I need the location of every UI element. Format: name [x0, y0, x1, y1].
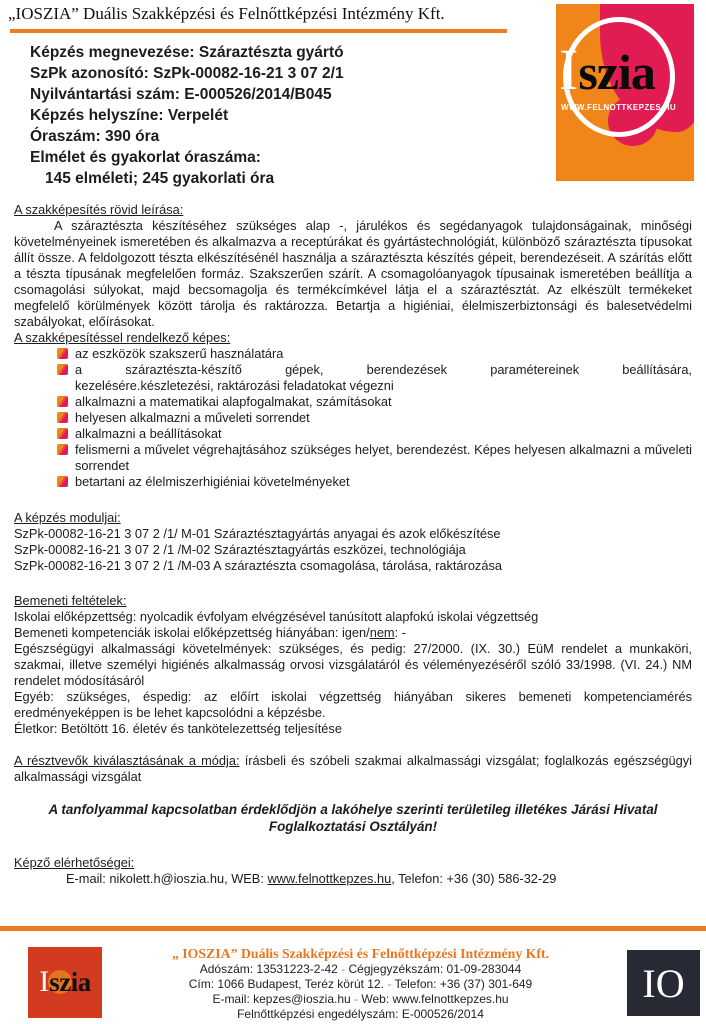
list-item-text: az eszközök szakszerű használatára: [75, 346, 284, 361]
footer-logo-letter-i: I: [39, 965, 50, 998]
hours-split-values: 145 elméleti; 245 gyakorlati óra: [45, 170, 275, 187]
footer-logo-wordmark: [28, 965, 102, 1004]
document-body: [14, 202, 692, 887]
footer-ioszia-logo: [28, 947, 102, 1018]
section-heading-competences: A szakképesítéssel rendelkező képes:: [14, 330, 231, 345]
section-heading-description: A szakképesítés rövid leírása:: [14, 202, 184, 217]
module-line: SzPk-00082-16-21 3 07 2 /1 /M-02 Száraztésztagyártás eszközei, technológiája: [14, 542, 466, 557]
list-item: [14, 426, 692, 442]
list-item: [14, 394, 692, 410]
ioszia-bullet-icon: [57, 348, 68, 359]
ioszia-bullet-icon: [57, 412, 68, 423]
footer-separator: -: [387, 977, 392, 991]
footer: [0, 926, 706, 1024]
footer-io-logo: [627, 950, 700, 1016]
entry-schooling-line: Iskolai előképzettség: nyolcadik évfolyam elvégzésével tanúsított alapfokú iskolai végzettség: [14, 609, 539, 624]
footer-license: Felnőttképzési engedélyszám: E-000526/2014: [237, 1007, 484, 1021]
list-item-text: betartani az élelmiszerhigiéniai követelményeket: [75, 474, 350, 489]
footer-company-reg: Cégjegyzékszám: 01-09-283044: [348, 962, 522, 976]
szpk-id: SzPk azonosító: SzPk-00082-16-21 3 07 2/1: [30, 65, 344, 82]
entry-competence-nem: nem: [369, 625, 395, 640]
contact-email-text: E-mail: nikolett.h@ioszia.hu, WEB:: [66, 871, 268, 886]
ioszia-logo: [556, 4, 694, 181]
contact-phone-text: , Telefon: +36 (30) 586-32-29: [391, 871, 557, 886]
document-title: „IOSZIA” Duális Szakképzési és Felnőttképzési Intézmény Kft.: [8, 4, 445, 23]
list-item-text: a száraztészta-készítő gépek, berendezések paramétereinek beállítására,: [75, 362, 692, 377]
list-item: [14, 442, 692, 474]
contact-line: [14, 871, 692, 887]
web-link[interactable]: www.felnottkepzes.hu: [267, 871, 392, 886]
logo-letter-i: I: [559, 37, 579, 102]
office-notice: A tanfolyammal kapcsolatban érdeklődjön a lakóhelye szerinti területileg illetékes Járási Hivatal Foglalkoztatási Osztályán!: [48, 802, 658, 834]
footer-row-email: [110, 992, 611, 1007]
hours-total: Óraszám: 390 óra: [30, 128, 160, 145]
ioszia-bullet-icon: [57, 396, 68, 407]
list-item: [14, 474, 692, 490]
footer-logo-letters-szia: szia: [49, 967, 91, 997]
list-item-text: kezelésére.készletezési, raktározási feladatokat végezni: [75, 378, 394, 393]
selection-section: [14, 753, 692, 785]
ioszia-bullet-icon: [57, 364, 68, 375]
footer-info-block: [110, 931, 611, 1022]
list-item: [14, 362, 692, 394]
section-heading-modules: A képzés moduljai:: [14, 510, 121, 525]
logo-letters-szia: szia: [578, 44, 655, 100]
module-line: SzPk-00082-16-21 3 07 2 /1 /M-03 A száraztészta csomagolása, tárolása, raktározása: [14, 558, 502, 573]
list-item: [14, 410, 692, 426]
footer-separator: -: [354, 992, 359, 1006]
footer-row-address: [110, 977, 611, 992]
logo-url-text: WWW.FELNOTTKEPZES.HU: [561, 103, 677, 112]
footer-email: E-mail: kepzes@ioszia.hu: [212, 992, 351, 1006]
ioszia-bullet-icon: [57, 444, 68, 455]
footer-row-tax: [110, 962, 611, 977]
ioszia-bullet-icon: [57, 476, 68, 487]
section-heading-entry: Bemeneti feltételek:: [14, 593, 127, 608]
entry-other-line: Egyéb: szükséges, éspedig: az előírt iskolai végzettség hiányában sikeres bemeneti kompetenciamérés eredményeképpen is be lehet kapcsolódni a képzésbe.: [14, 689, 692, 720]
footer-phone: Telefon: +36 (37) 301-649: [394, 977, 533, 991]
contact-section: [14, 855, 692, 887]
list-item-text: alkalmazni a beállításokat: [75, 426, 222, 441]
selection-text: írásbeli és szóbeli szakmai alkalmassági vizsgálat; foglalkozás egészségügyi alkalmassági vizsgálat: [14, 753, 692, 784]
entry-health-line: Egészségügyi alkalmassági követelmények: szükséges, és pedig: 27/2000. (IX. 30.) EüM rendelet a munkaköri, szakmai, illetve személyi higiénés alkalmasság orvosi vizsgálatáról és véleményezéséről szóló 33/1998. (VI. 24.) NM rendelet módosításáról: [14, 641, 692, 688]
footer-address: Cím: 1066 Budapest, Teréz körút 12.: [188, 977, 384, 991]
list-item-text: alkalmazni a matematikai alapfogalmakat, számításokat: [75, 394, 392, 409]
section-heading-contact: Képző elérhetőségei:: [14, 855, 135, 870]
description-paragraph: A száraztészta készítéséhez szükséges alap -, járulékos és segédanyagok tulajdonságainak, minőségi követelményeinek ismeretében és alkalmazva a receptúrákat és gyártástechnológiát, különböző száraztészta típusokat állít össze. A feldolgozott tészta elkészítésénél használja a száraztészta készítés gépeit, berendezéseit. A szárítás előtt a tészta típusának megfelelően formáz. Szakszerűen szárít. A csomagolóanyagok típusainak ismeretében beállítja a csomagolási súlyokat, majd becsomagolja és termékcímkével látja el a száraztésztát. Az elkészült termékeket megfelelő körülmények között tárolja és raktározza. Betartja a higiéniai, élelmiszerbiztonsági és balesetvédelmi szabályokat, előírásokat.: [14, 218, 692, 329]
footer-separator: -: [341, 962, 346, 976]
footer-io-letters: IO: [642, 960, 685, 1006]
entry-age-line: Életkor: Betöltött 16. életév és tankötelezettség teljesítése: [14, 721, 342, 736]
list-item-text: felismerni a művelet végrehajtásához szükséges helyet, berendezést. Képes helyesen alkalmazni a műveleti sorrendet: [75, 442, 692, 473]
module-line: SzPk-00082-16-21 3 07 2 /1/ M-01 Száraztésztagyártás anyagai és azok előkészítése: [14, 526, 501, 541]
competence-list: [14, 346, 692, 490]
entry-competence-suffix: : -: [394, 625, 406, 640]
hours-split-label: Elmélet és gyakorlat óraszáma:: [30, 149, 261, 166]
entry-competence-line: [14, 625, 692, 641]
footer-tax-number: Adószám: 13531223-2-42: [199, 962, 338, 976]
section-heading-selection: A résztvevők kiválasztásának a módja:: [14, 753, 240, 768]
list-item-text: helyesen alkalmazni a műveleti sorrendet: [75, 410, 310, 425]
training-info-block: [30, 42, 535, 189]
footer-web: Web: www.felnottkepzes.hu: [361, 992, 509, 1006]
ioszia-bullet-icon: [57, 428, 68, 439]
footer-company-name: „ IOSZIA” Duális Szakképzési és Felnőttképzési Intézmény Kft.: [171, 946, 550, 961]
list-item: [14, 346, 692, 362]
header-divider: [10, 29, 507, 33]
entry-competence-prefix: Bemeneti kompetenciák iskolai előképzettség hiányában: igen/: [14, 625, 370, 640]
registration-number: Nyilvántartási szám: E-000526/2014/B045: [30, 86, 332, 103]
training-location: Képzés helyszíne: Verpelét: [30, 107, 229, 124]
training-name: Képzés megnevezése: Száraztészta gyártó: [30, 44, 344, 61]
